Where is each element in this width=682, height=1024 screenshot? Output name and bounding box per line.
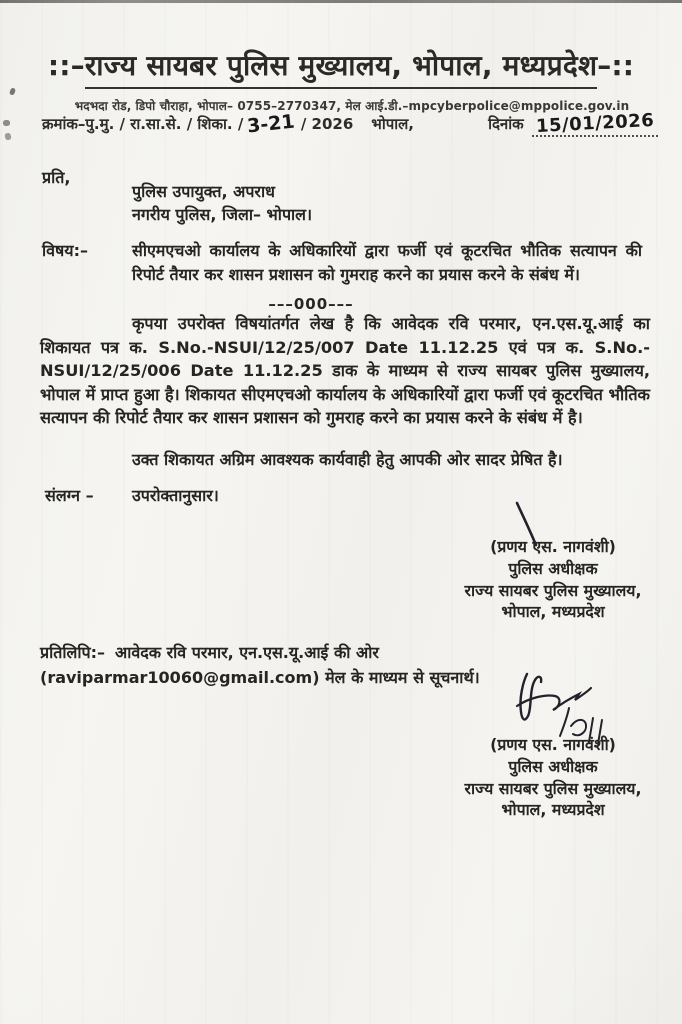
- letterhead-title-prefix: ::–: [47, 49, 85, 82]
- reference-row: [42, 109, 658, 138]
- letterhead-title-text: राज्य सायबर पुलिस मुख्यालय, भोपाल, मध्यप्रदेश: [85, 46, 597, 89]
- signatory-name: (प्रणय एस. नागवंशी): [490, 537, 616, 556]
- copy-text: आवेदक रवि परमार, एन.एस.यू.आई की ओर (raviparmar10060@gmail.com) मेल के माध्यम से सूचनार्थ।: [40, 643, 480, 687]
- enclosure-text: उपरोक्तानुसार।: [132, 486, 219, 505]
- letterhead-title: [0, 46, 682, 89]
- body-paragraph-2: उक्त शिकायत अग्रिम आवश्यक कार्यवाही हेतु आपकी ओर सादर प्रेषित है।: [132, 450, 563, 469]
- signatory-office: राज्य सायबर पुलिस मुख्यालय,: [464, 580, 642, 600]
- recipient-salutation: प्रति,: [42, 168, 71, 187]
- separator-ooo: –––000–––: [268, 295, 354, 313]
- reference-number-handwritten: 3-21: [246, 110, 296, 138]
- signatory-designation: पुलिस अधीक्षक: [508, 558, 598, 578]
- signature-block-2: [442, 734, 664, 821]
- recipient-line-1: पुलिस उपायुक्त, अपराध: [132, 182, 275, 201]
- scan-artifact: [4, 132, 12, 140]
- reference-year: / 2026: [300, 115, 354, 133]
- letterhead-title-suffix: –::: [597, 49, 635, 82]
- subject-text: सीएमएचओ कार्यालय के अधिकारियों द्वारा फर्जी एवं कूटरचित भौतिक सत्यापन की रिपोर्ट तैयार कर शासन प्रशासन को गुमराह करने का प्रयास करने के संबंध में।: [132, 241, 642, 284]
- subject-label: विषय:–: [42, 241, 88, 260]
- letterhead-address: भदभदा रोड, डिपो चौराहा, भोपाल– 0755–2770347, मेल आई.डी.–mpcyberpolice@mppolice.gov.in: [74, 99, 630, 113]
- signatory-designation: पुलिस अधीक्षक: [508, 756, 598, 776]
- signatory-name: (प्रणय एस. नागवंशी): [490, 735, 616, 754]
- enclosure-label: संलग्न –: [45, 486, 94, 505]
- recipient-line-2: नगरीय पुलिस, जिला– भोपाल।: [132, 204, 313, 224]
- copy-label: प्रतिलिपि:–: [40, 643, 105, 662]
- recipient-block: [132, 181, 312, 226]
- signature-block-1: [442, 536, 664, 623]
- date-underline: [532, 109, 658, 138]
- reference-number-label: क्रमांक–पु.मु. / रा.सा.से. / शिका. /: [42, 115, 244, 133]
- date-label: दिनांक: [488, 115, 524, 133]
- date-group: [488, 109, 658, 138]
- subject-row: [42, 239, 642, 286]
- date-handwritten: 15/01/2026: [535, 109, 655, 138]
- signatory-office: राज्य सायबर पुलिस मुख्यालय,: [464, 778, 642, 798]
- signatory-place: भोपाल, मध्यप्रदेश: [501, 800, 605, 820]
- scan-artifact: [3, 120, 10, 126]
- body-paragraph-1: कृपया उपरोक्त विषयांतर्गत लेख है कि आवेदक रवि परमार, एन.एस.यू.आई का शिकायत पत्र क. S.No.-NSUI/12/25/007 Date 11.12.25 एवं पत्र क. S.No.-NSUI/12/25/006 Date 11.12.25 डाक के माध्यम से राज्य सायबर पुलिस मुख्यालय, भोपाल में प्राप्त हुआ है। शिकायत सीएमएचओ कार्यालय के अधिकारियों द्वारा फर्जी एवं कूटरचित भौतिक सत्यापन की रिपोर्ट तैयार कर शासन प्रशासन को गुमराह करने का प्रयास करने के संबंध में है।: [40, 314, 650, 428]
- reference-place: भोपाल,: [371, 115, 415, 133]
- signatory-place: भोपाल, मध्यप्रदेश: [501, 602, 605, 622]
